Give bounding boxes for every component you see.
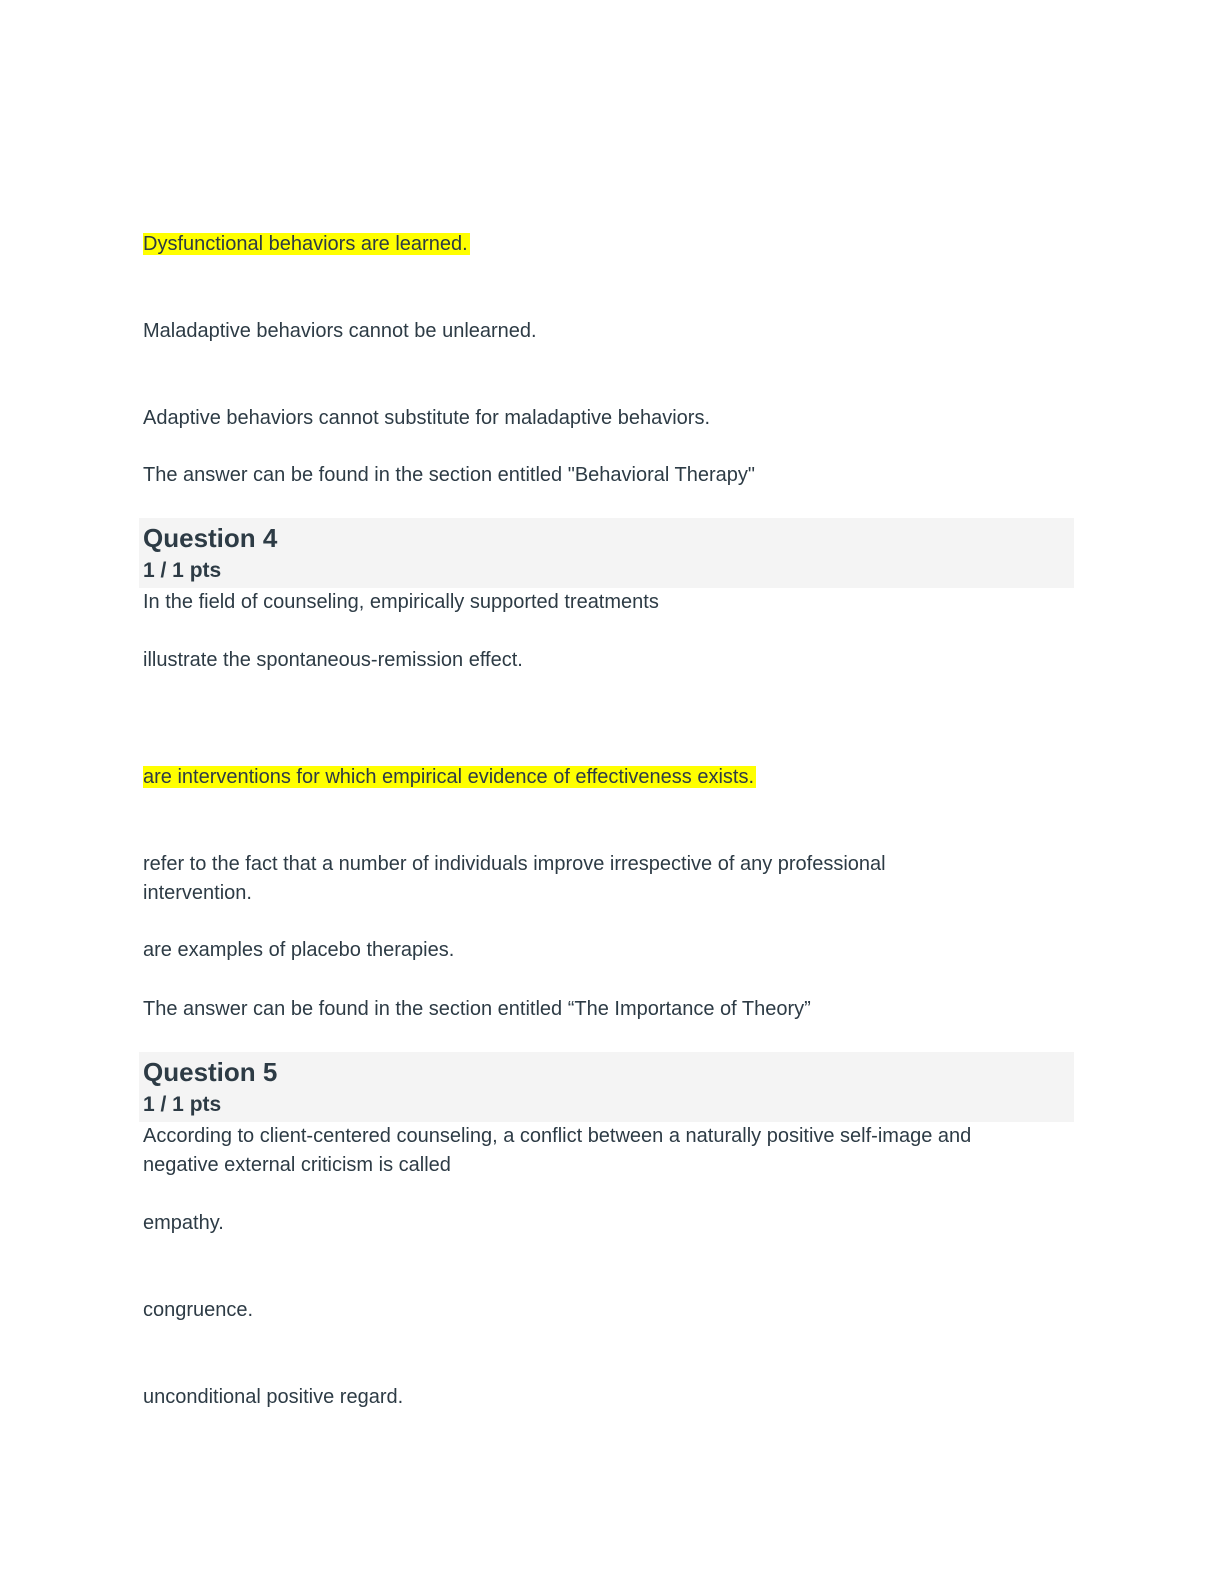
question-header xyxy=(139,1052,1074,1122)
highlighted-answer-text: are interventions for which empirical evidence of effectiveness exists. xyxy=(143,766,755,788)
answer-option: empathy. xyxy=(143,1212,224,1234)
question-prompt: According to client-centered counseling, a conflict between a naturally positive self-image and xyxy=(143,1125,972,1147)
answer-option: are examples of placebo therapies. xyxy=(143,939,455,961)
question-title: Question 4 xyxy=(143,523,278,553)
answer-option-correct xyxy=(143,230,470,259)
answer-option: refer to the fact that a number of individuals improve irrespective of any professional xyxy=(143,853,886,875)
answer-option: Adaptive behaviors cannot substitute for maladaptive behaviors. xyxy=(143,407,711,429)
answer-feedback: The answer can be found in the section entitled “The Importance of Theory” xyxy=(143,998,811,1020)
answer-option-continued: intervention. xyxy=(143,882,252,904)
question-points: 1 / 1 pts xyxy=(143,1093,222,1116)
answer-option: Maladaptive behaviors cannot be unlearned. xyxy=(143,320,537,342)
question-prompt-continued: negative external criticism is called xyxy=(143,1154,451,1176)
question-header xyxy=(139,518,1074,588)
answer-option: illustrate the spontaneous-remission effect. xyxy=(143,649,523,671)
highlighted-answer-text: Dysfunctional behaviors are learned. xyxy=(143,233,468,255)
answer-option-correct xyxy=(143,763,756,792)
answer-option: unconditional positive regard. xyxy=(143,1386,404,1408)
question-prompt: In the field of counseling, empirically supported treatments xyxy=(143,591,659,613)
question-title: Question 5 xyxy=(143,1057,278,1087)
answer-feedback: The answer can be found in the section entitled "Behavioral Therapy" xyxy=(143,464,755,486)
question-points: 1 / 1 pts xyxy=(143,559,222,582)
answer-option: congruence. xyxy=(143,1299,254,1321)
